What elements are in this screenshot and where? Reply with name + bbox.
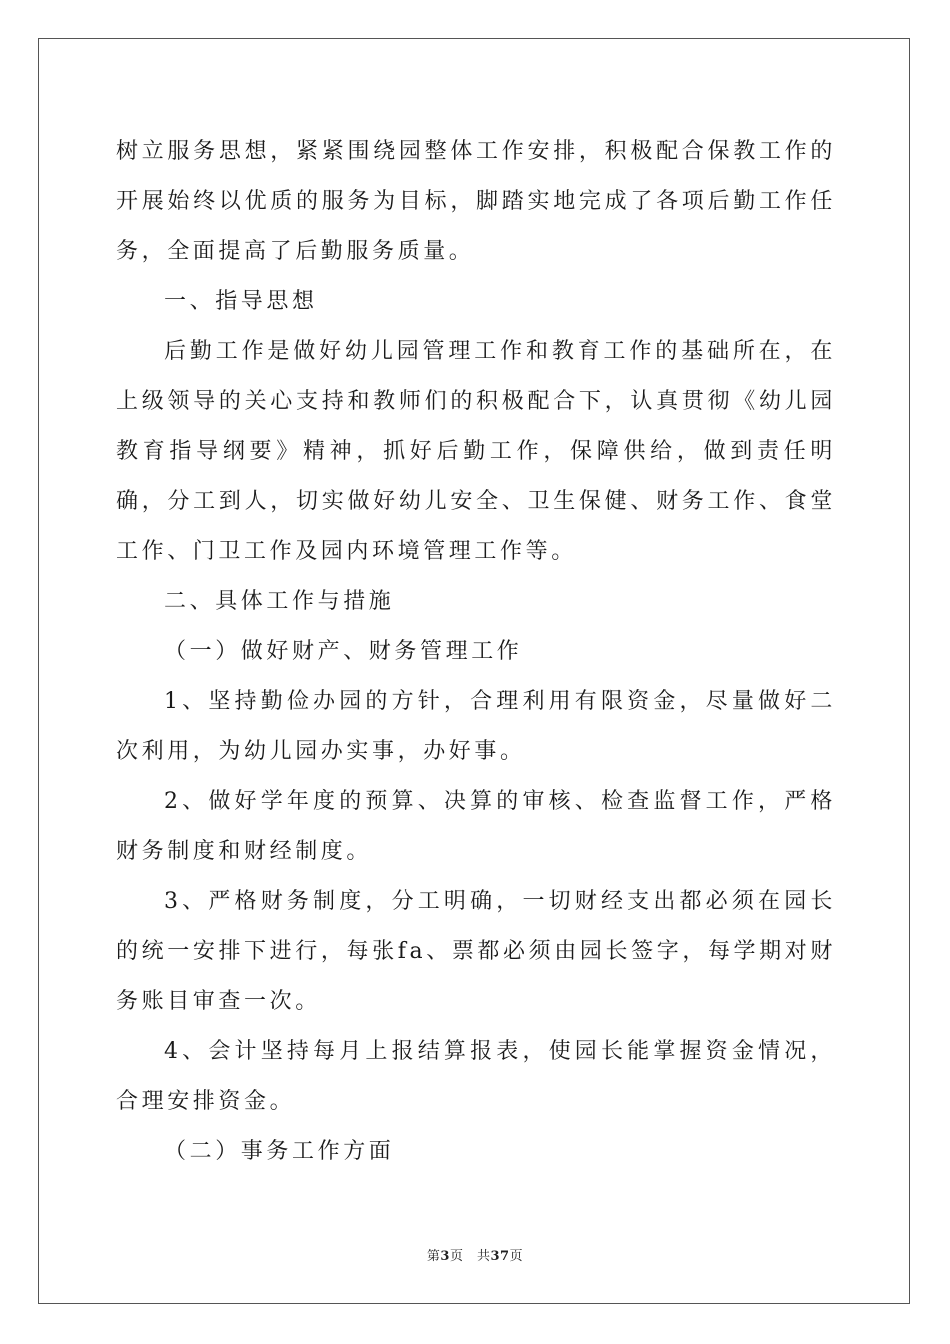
page-footer (0, 1245, 950, 1264)
heading-guiding-thought: 一、指导思想 (164, 289, 318, 314)
paragraph-intro: 树立服务思想，紧紧围绕园整体工作安排，积极配合保教工作的开展始终以优质的服务为目标，脚踏实地完成了各项后勤工作任务，全面提高了后勤服务质量。 (116, 139, 836, 264)
subheading-finance: （一）做好财产、财务管理工作 (164, 639, 523, 664)
current-page-number: 3 (440, 1249, 450, 1264)
total-pages-number: 37 (490, 1249, 510, 1264)
paragraph-item-1: 1、坚持勤俭办园的方针，合理利用有限资金，尽量做好二次利用，为幼儿园办实事，办好事。 (116, 689, 836, 764)
paragraph-item-4: 4、会计坚持每月上报结算报表，使园长能掌握资金情况，合理安排资金。 (116, 1039, 836, 1114)
paragraph-item-2: 2、做好学年度的预算、决算的审核、检查监督工作，严格财务制度和财经制度。 (116, 789, 836, 864)
footer-prefix: 第 (426, 1249, 441, 1264)
footer-suffix: 页 (509, 1249, 524, 1264)
paragraph-item-3: 3、严格财务制度，分工明确，一切财经支出都必须在园长的统一安排下进行，每张fa、票都必须由园长签字，每学期对财务账目审查一次。 (116, 889, 836, 1014)
heading-specific-work: 二、具体工作与措施 (164, 589, 395, 614)
paragraph-guiding-thought: 后勤工作是做好幼儿园管理工作和教育工作的基础所在，在上级领导的关心支持和教师们的积极配合下，认真贯彻《幼儿园教育指导纲要》精神，抓好后勤工作，保障供给，做到责任明确，分工到人，切实做好幼儿安全、卫生保健、财务工作、食堂工作、门卫工作及园内环境管理工作等。 (116, 339, 836, 564)
footer-middle: 页 共 (449, 1249, 491, 1264)
subheading-affairs: （二）事务工作方面 (164, 1139, 395, 1164)
document-body (116, 127, 836, 1177)
